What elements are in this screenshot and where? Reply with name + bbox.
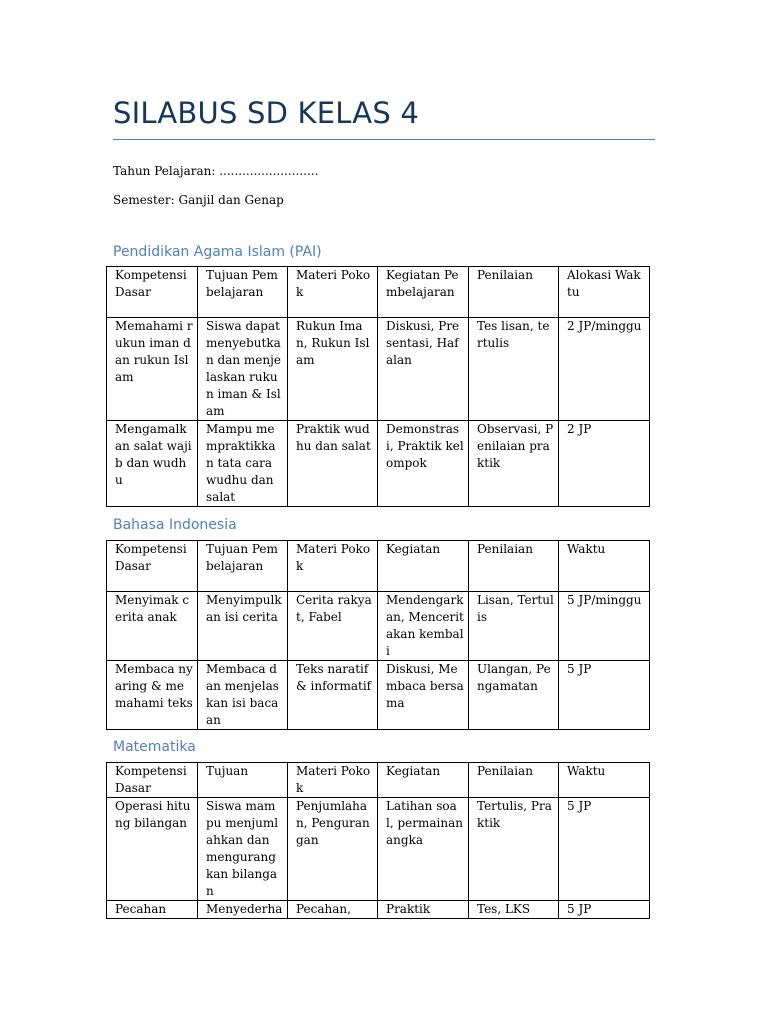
header-cell: Penilaian xyxy=(469,267,559,318)
table-cell: 2 JP xyxy=(559,421,650,507)
tahun-pelajaran-line: Tahun Pelajaran: .......................... xyxy=(113,164,319,178)
table-bahasa-indonesia xyxy=(106,540,650,730)
table-cell: Memahami rukun iman dan rukun Islam xyxy=(107,318,198,421)
header-cell: Tujuan Pembelajaran xyxy=(198,267,288,318)
header-cell: Kegiatan xyxy=(378,541,469,592)
table-cell: 5 JP xyxy=(559,901,650,919)
table-cell: Menyederha xyxy=(198,901,288,919)
table-cell: Pecahan, xyxy=(288,901,378,919)
table-cell: Pecahan xyxy=(107,901,198,919)
table-cell: Demonstrasi, Praktik kelompok xyxy=(378,421,469,507)
table-cell: Diskusi, Presentasi, Hafalan xyxy=(378,318,469,421)
table-row xyxy=(107,901,650,919)
page-title: SILABUS SD KELAS 4 xyxy=(113,96,420,130)
table-cell: Menyimpulkan isi cerita xyxy=(198,592,288,661)
header-cell: Tujuan Pembelajaran xyxy=(198,541,288,592)
header-cell: Materi Pokok xyxy=(288,267,378,318)
semester-line: Semester: Ganjil dan Genap xyxy=(113,193,284,207)
table-cell: 5 JP/minggu xyxy=(559,592,650,661)
table-cell: Membaca dan menjelaskan isi bacaan xyxy=(198,661,288,730)
header-cell: Penilaian xyxy=(469,763,559,798)
table-cell: Lisan, Tertulis xyxy=(469,592,559,661)
table-cell: Siswa dapat menyebutkan dan menjelaskan rukun iman & Islam xyxy=(198,318,288,421)
header-cell: Waktu xyxy=(559,541,650,592)
table-row xyxy=(107,592,650,661)
table-cell: Menyimak cerita anak xyxy=(107,592,198,661)
header-cell: Penilaian xyxy=(469,541,559,592)
table-cell: Tertulis, Praktik xyxy=(469,798,559,901)
header-cell: Materi Pokok xyxy=(288,763,378,798)
table-cell: Mampu mempraktikkan tata cara wudhu dan salat xyxy=(198,421,288,507)
table-row xyxy=(107,318,650,421)
table-cell: 5 JP xyxy=(559,661,650,730)
section-heading-pai: Pendidikan Agama Islam (PAI) xyxy=(113,244,322,260)
table-cell: 5 JP xyxy=(559,798,650,901)
header-cell: Kegiatan Pembelajaran xyxy=(378,267,469,318)
table-cell: Mendengarkan, Menceritakan kembali xyxy=(378,592,469,661)
table-cell: Penjumlahan, Pengurangan xyxy=(288,798,378,901)
table-row xyxy=(107,421,650,507)
table-cell: Teks naratif & informatif xyxy=(288,661,378,730)
section-heading-matematika: Matematika xyxy=(113,739,196,755)
table-cell: Tes lisan, tertulis xyxy=(469,318,559,421)
section-heading-bahasa-indonesia: Bahasa Indonesia xyxy=(113,517,237,533)
table-cell: Latihan soal, permainan angka xyxy=(378,798,469,901)
header-cell: Alokasi Waktu xyxy=(559,267,650,318)
table-cell: Diskusi, Membaca bersama xyxy=(378,661,469,730)
header-cell: Materi Pokok xyxy=(288,541,378,592)
header-cell: Waktu xyxy=(559,763,650,798)
table-cell: Observasi, Penilaian praktik xyxy=(469,421,559,507)
table-cell: Cerita rakyat, Fabel xyxy=(288,592,378,661)
table-cell: 2 JP/minggu xyxy=(559,318,650,421)
table-cell: Ulangan, Pengamatan xyxy=(469,661,559,730)
table-cell: Praktik xyxy=(378,901,469,919)
header-cell: Kompetensi Dasar xyxy=(107,267,198,318)
table-header-row xyxy=(107,267,650,318)
table-cell: Praktik wudhu dan salat xyxy=(288,421,378,507)
header-cell: Tujuan xyxy=(198,763,288,798)
table-cell: Siswa mampu menjumlahkan dan mengurangkan bilangan xyxy=(198,798,288,901)
header-cell: Kompetensi Dasar xyxy=(107,541,198,592)
table-cell: Tes, LKS xyxy=(469,901,559,919)
table-cell: Membaca nyaring & memahami teks xyxy=(107,661,198,730)
title-divider xyxy=(113,139,655,140)
table-cell: Operasi hitung bilangan xyxy=(107,798,198,901)
header-cell: Kegiatan xyxy=(378,763,469,798)
table-row xyxy=(107,661,650,730)
table-cell: Mengamalkan salat wajib dan wudhu xyxy=(107,421,198,507)
table-cell: Rukun Iman, Rukun Islam xyxy=(288,318,378,421)
header-cell: Kompetensi Dasar xyxy=(107,763,198,798)
table-matematika xyxy=(106,762,650,919)
table-pai xyxy=(106,266,650,507)
table-header-row xyxy=(107,541,650,592)
table-row xyxy=(107,798,650,901)
table-header-row xyxy=(107,763,650,798)
